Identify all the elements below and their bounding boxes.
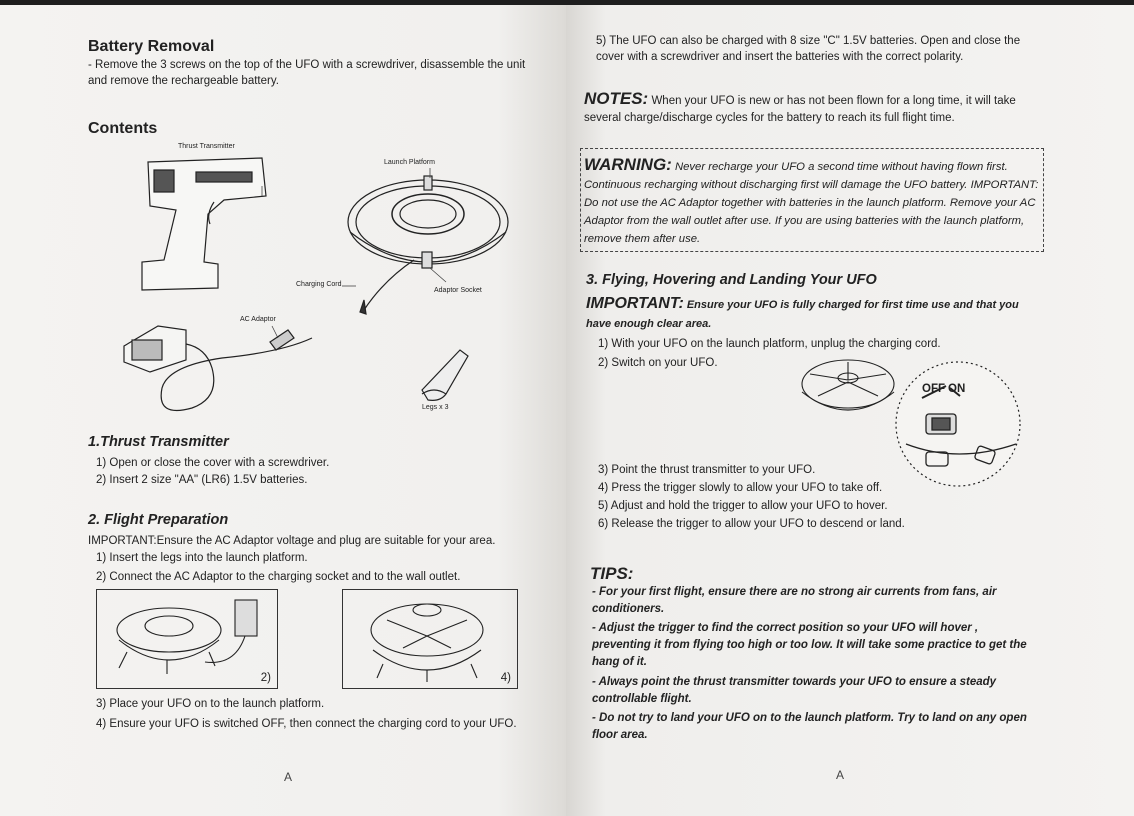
thrust-transmitter-heading: 1.Thrust Transmitter xyxy=(88,434,229,450)
battery-removal-heading: Battery Removal xyxy=(88,38,215,55)
flying-important-label: IMPORTANT: xyxy=(586,295,684,312)
tip-1: - For your first flight, ensure there are no strong air currents from fans, air conditioners. xyxy=(592,586,997,615)
notes-label: NOTES: xyxy=(584,89,649,108)
tip-4: - Do not try to land your UFO on to the launch platform. Try to land on any open floor area. xyxy=(592,712,1027,741)
label-adaptor-socket: Adaptor Socket xyxy=(434,287,482,294)
label-thrust-transmitter: Thrust Transmitter xyxy=(178,143,235,150)
flying-step-6: 6) Release the trigger to allow your UFO to descend or land. xyxy=(598,518,905,530)
flying-step-3: 3) Point the thrust transmitter to your UFO. xyxy=(598,464,816,476)
label-launch-platform: Launch Platform xyxy=(384,159,435,166)
batteries-note: 5) The UFO can also be charged with 8 size "C" 1.5V batteries. Open and close the cover with a screwdriver and insert the batteries with the correct polarity. xyxy=(596,35,1021,63)
flying-step-1: 1) With your UFO on the launch platform, unplug the charging cord. xyxy=(598,338,941,350)
figure-step-2 xyxy=(96,589,278,689)
right-page-mark: A xyxy=(836,768,845,782)
label-legs: Legs x 3 xyxy=(422,404,449,411)
warning-text: Never recharge your UFO a second time without having flown first. Continuous recharging without discharging first will damage the UFO battery. IMPORTANT: Do not use the AC Adaptor together with batteries in the launch platform. Remove your AC Adaptor from the wall outlet after use. If you are using batteries with the launch platform, remove them after use. xyxy=(584,161,1039,245)
thrust-step-1: 1) Open or close the cover with a screwdriver. xyxy=(96,457,330,469)
flight-preparation-heading: 2. Flight Preparation xyxy=(88,512,229,528)
flight-prep-step-3: 3) Place your UFO on to the launch platform. xyxy=(96,698,325,710)
flying-important-text: Ensure your UFO is fully charged for first time use and that you have enough clear area. xyxy=(586,299,1019,330)
legs-drawing xyxy=(422,350,468,400)
figure-label-2: 2) xyxy=(260,672,271,684)
ufo-switch-illustration xyxy=(566,0,1134,500)
battery-removal-text: - Remove the 3 screws on the top of the UFO with a screwdriver, disassemble the unit and remove the rechargeable battery. xyxy=(88,59,526,87)
tip-3: - Always point the thrust transmitter towards your UFO to ensure a steady controllable flight. xyxy=(592,676,997,705)
left-page-mark: A xyxy=(284,770,293,784)
flying-step-2: 2) Switch on your UFO. xyxy=(598,357,718,369)
flight-prep-step-1: 1) Insert the legs into the launch platform. xyxy=(96,552,308,564)
flying-step-4: 4) Press the trigger slowly to allow your UFO to take off. xyxy=(598,482,883,494)
tip-2: - Adjust the trigger to find the correct position so your UFO will hover , preventing it from flying too high or too low. It will take some practice to get the hang of it. xyxy=(592,622,1027,668)
flight-prep-step-2: 2) Connect the AC Adaptor to the charging socket and to the wall outlet. xyxy=(96,571,461,583)
tips-heading: TIPS: xyxy=(590,564,634,583)
contents-illustration xyxy=(0,0,566,440)
label-charging-cord: Charging Cord xyxy=(296,281,342,288)
thrust-step-2: 2) Insert 2 size "AA" (LR6) 1.5V batteries. xyxy=(96,474,308,486)
flight-prep-step-4: 4) Ensure your UFO is switched OFF, then connect the charging cord to your UFO. xyxy=(96,718,517,730)
flying-step-5: 5) Adjust and hold the trigger to allow your UFO to hover. xyxy=(598,500,888,512)
switch-label-off: OFF xyxy=(922,383,945,395)
flying-heading: 3. Flying, Hovering and Landing Your UFO xyxy=(586,272,877,288)
label-ac-adaptor: AC Adaptor xyxy=(240,316,276,323)
figure-label-4: 4) xyxy=(500,672,511,684)
launch-platform-drawing xyxy=(348,176,508,314)
warning-label: WARNING: xyxy=(584,155,672,174)
switch-label-on: ON xyxy=(948,383,966,395)
ac-adaptor-drawing xyxy=(124,326,312,411)
figure-step-4 xyxy=(342,589,518,689)
notes-text: When your UFO is new or has not been flown for a long time, it will take several charge/discharge cycles for the battery to reach its full flight time. xyxy=(584,95,1016,124)
thrust-transmitter-drawing xyxy=(142,158,266,290)
contents-heading: Contents xyxy=(88,120,158,137)
flight-preparation-intro: IMPORTANT:Ensure the AC Adaptor voltage and plug are suitable for your area. xyxy=(88,535,496,547)
